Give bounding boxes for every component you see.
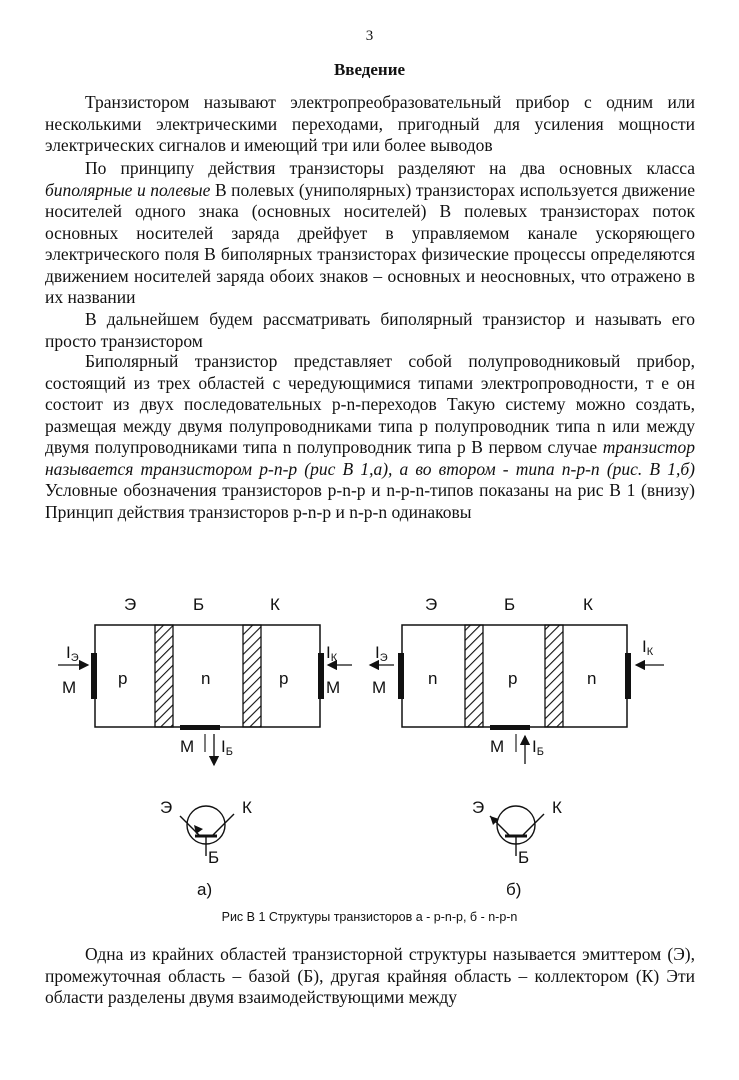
- paragraph-scope: [45, 309, 695, 352]
- current-collector-b: IК: [642, 637, 654, 658]
- symbol-label-base-b: Б: [518, 848, 530, 867]
- junction-left-a: [155, 625, 173, 727]
- contact-collector-b: [625, 653, 631, 699]
- paragraph-text: Условные обозначения транзисторов р-n-р и n-р-n-типов показаны на рис В 1 (внизу) Принцип действия транзисторов р-n-р и n-р-n одинаковы: [45, 480, 695, 522]
- metal-emitter-b: М: [372, 678, 387, 697]
- symbol-pnp: [160, 798, 252, 867]
- label-base-b: Б: [504, 595, 516, 614]
- sub-label-b: б): [506, 880, 522, 899]
- label-collector-b: К: [583, 595, 593, 614]
- metal-collector-a: М: [326, 678, 341, 697]
- symbol-label-base-a: Б: [208, 848, 220, 867]
- contact-emitter-b: [398, 653, 404, 699]
- metal-base-b: М: [490, 737, 505, 756]
- paragraph-regions: [45, 944, 695, 1009]
- sub-label-a: а): [197, 880, 213, 899]
- symbol-label-collector-b: К: [552, 798, 562, 817]
- paragraph-text: По принципу действия транзисторы разделяют на два основных класса: [85, 158, 695, 178]
- figure-svg: [0, 580, 739, 925]
- figure-caption: Рис В 1 Структуры транзисторов а - р-n-р, б - n-р-n: [221, 910, 518, 924]
- contact-base-b: [490, 725, 530, 730]
- paragraph-text: Транзистором называют электропреобразовательный прибор с одним или несколькими электрическими переходами, пригодный для усиления мощности электрических сигналов и имеющий три или более выводов: [45, 92, 695, 155]
- current-emitter-a: IЭ: [66, 643, 79, 664]
- figure-transistor-structures: [0, 580, 739, 925]
- region-emitter-b: n: [428, 669, 438, 688]
- metal-emitter-a: М: [62, 678, 77, 697]
- section-title: Введение: [333, 60, 406, 79]
- current-base-a: IБ: [221, 737, 233, 758]
- label-base-a: Б: [193, 595, 205, 614]
- junction-right-b: [545, 625, 563, 727]
- current-emitter-b: IЭ: [375, 643, 388, 664]
- paragraph-emphasis: транзистор называется транзистором р-n-р (рис В 1,а), а во втором - типа n-р-n (рис. В 1,б): [45, 437, 695, 479]
- label-collector-a: К: [270, 595, 280, 614]
- structure-a: [58, 595, 352, 899]
- region-collector-b: n: [587, 669, 597, 688]
- symbol-label-collector-a: К: [242, 798, 252, 817]
- paragraph-definition: [45, 92, 695, 157]
- term-bipolar: биполярные: [45, 179, 133, 200]
- paragraph-text: Одна из крайних областей транзисторной структуры называется эмиттером (Э), промежуточная область – базой (Б), другая крайняя область – коллектором (К) Эти области разделены двумя взаимодействующими между: [45, 944, 695, 1007]
- symbol-label-emitter-b: Э: [472, 798, 485, 817]
- paragraph-text: В дальнейшем будем рассматривать биполярный транзистор и называть его просто транзистором: [45, 309, 695, 351]
- region-collector-a: p: [279, 669, 289, 688]
- term-and: и: [136, 179, 146, 200]
- current-collector-a: IК: [326, 643, 338, 664]
- paragraph-text: Биполярный транзистор представляет собой полупроводниковый прибор, состоящий из трех областей с чередующимися типами электропроводности, т е он состоит из двух последовательных р-n-переходов Такую систему можно создать, размещая между двумя полупроводниками типа р полупроводник типа n или между двумя полупроводниками типа n полупроводник типа р В первом случае: [45, 351, 695, 457]
- region-base-b: р: [508, 669, 518, 688]
- paragraph-text: В полевых (униполярных) транзисторах используется движение носителей одного знака (основных носителей) В полевых транзисторах поток основных носителей заряда дрейфует в управляемом канале ускоряющего электрического поля В биполярных транзисторах физические процессы определяются движением носителей заряда обоих знаков – основных и неосновных, что отражено в их названии: [45, 179, 696, 307]
- symbol-label-emitter-a: Э: [160, 798, 173, 817]
- contact-collector-a: [318, 653, 324, 699]
- metal-base-a: М: [180, 737, 195, 756]
- contact-emitter-a: [91, 653, 97, 699]
- structure-b: [370, 595, 664, 899]
- junction-left-b: [465, 625, 483, 727]
- region-emitter-a: p: [118, 669, 128, 688]
- term-field: полевые: [150, 179, 211, 200]
- current-base-b: IБ: [532, 737, 544, 758]
- label-emitter-a: Э: [124, 595, 137, 614]
- label-emitter-b: Э: [425, 595, 438, 614]
- page-number: 3: [365, 28, 374, 44]
- paragraph-classes: [45, 158, 695, 309]
- symbol-npn: [472, 798, 562, 867]
- contact-base-a: [180, 725, 220, 730]
- paragraph-bipolar: [45, 351, 695, 523]
- region-base-a: n: [201, 669, 211, 688]
- junction-right-a: [243, 625, 261, 727]
